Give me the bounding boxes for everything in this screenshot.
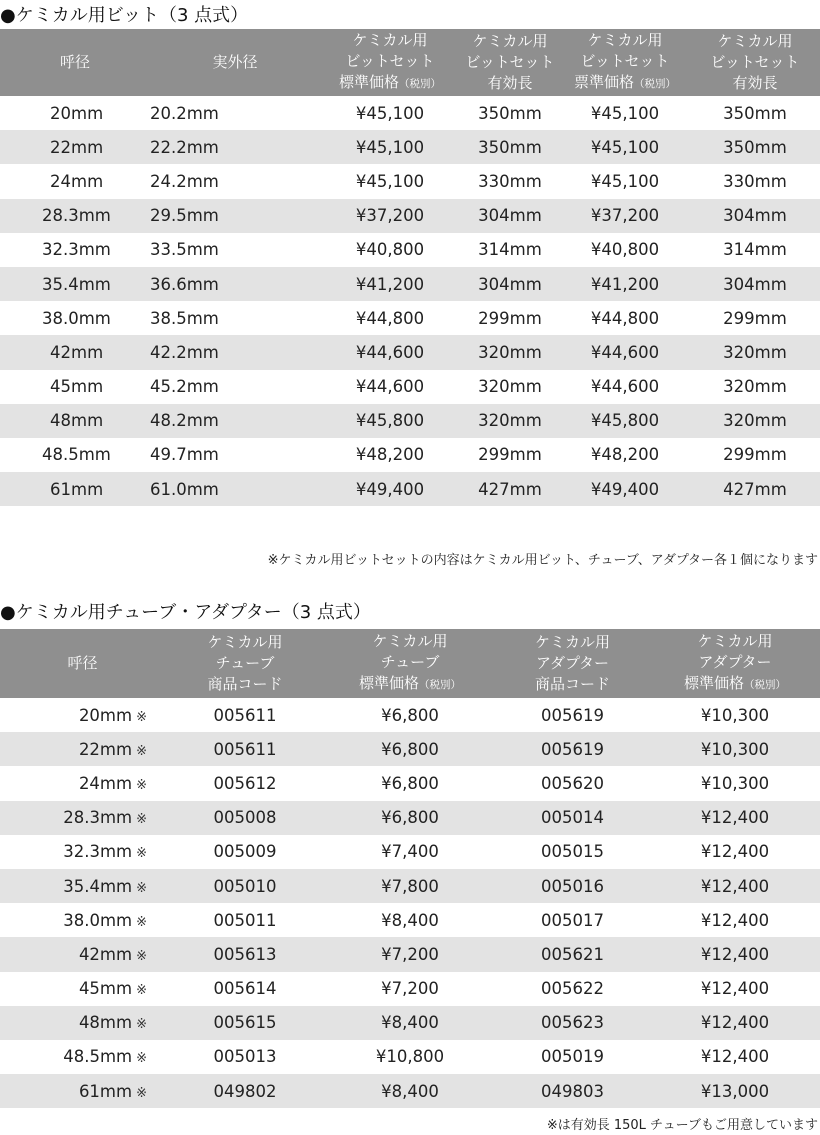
- adapter-price-cell: ¥12,400: [650, 1006, 820, 1040]
- adapter-price-cell: ¥10,300: [650, 732, 820, 766]
- bit-set-note: ※ケミカル用ビットセットの内容はケミカル用ビット、チューブ、アダプター各１個になります: [267, 553, 818, 568]
- tube-price-cell: ¥7,400: [381, 842, 439, 862]
- set-price-cell: ¥45,100: [355, 171, 425, 191]
- reference-mark: ※: [136, 948, 147, 964]
- table-row: [0, 801, 820, 835]
- tube-code-cell: 005011: [213, 910, 277, 930]
- set-price-2-cell: ¥44,600: [590, 377, 660, 397]
- table-row: [0, 698, 820, 732]
- adapter-code-cell: 005014: [495, 801, 650, 835]
- adapter-price-cell: ¥12,400: [700, 842, 770, 862]
- set-length-2-cell: 320mm: [723, 377, 787, 397]
- size-cell: 42mm: [0, 335, 150, 369]
- table-row: [0, 233, 820, 267]
- tube-price-cell: ¥8,400: [381, 910, 439, 930]
- table-row: [0, 732, 820, 766]
- table-row: [0, 438, 820, 472]
- outer-diameter-cell: 48.2mm: [150, 404, 320, 438]
- table-row: [0, 199, 820, 233]
- set-length-cell: 320mm: [460, 335, 560, 369]
- tube-code-cell: 005615: [165, 1006, 325, 1040]
- tube-code-cell: 005612: [213, 773, 277, 793]
- table-row: [0, 972, 820, 1006]
- reference-mark: ※: [136, 777, 147, 793]
- set-length-cell: 320mm: [478, 377, 542, 397]
- tube-price-cell: ¥7,200: [381, 979, 439, 999]
- table-row: [0, 937, 820, 971]
- size-cell: 48.5mm: [42, 445, 111, 465]
- tube-code-cell: 005611: [213, 705, 277, 725]
- set-price-cell: ¥49,400: [320, 472, 460, 506]
- size-cell: 20mm: [50, 103, 104, 123]
- reference-mark: ※: [136, 812, 147, 828]
- header-set-length: ケミカル用 ビットセット 有効長: [460, 29, 560, 96]
- outer-diameter-cell: 38.5mm: [150, 308, 219, 328]
- set-length-2-cell: 299mm: [723, 308, 787, 328]
- tube-price-cell: ¥8,400: [325, 1006, 495, 1040]
- table-header-row: [0, 29, 820, 96]
- set-length-2-cell: 320mm: [690, 404, 820, 438]
- table-row: [0, 404, 820, 438]
- table-row: [0, 301, 820, 335]
- table-header-row: [0, 629, 820, 698]
- set-length-cell: 427mm: [460, 472, 560, 506]
- reference-mark: ※: [136, 1017, 147, 1033]
- set-length-cell: 299mm: [478, 308, 542, 328]
- header-adapter-code: ケミカル用 アダプター 商品コード: [495, 629, 650, 698]
- set-price-2-cell: ¥40,800: [590, 240, 660, 260]
- outer-diameter-cell: 36.6mm: [150, 267, 320, 301]
- size-cell: 48mm ※: [0, 1006, 165, 1040]
- size-cell: 38.0mm ※: [63, 910, 147, 930]
- table-row: [0, 903, 820, 937]
- reference-mark: ※: [136, 880, 147, 896]
- set-price-2-cell: ¥37,200: [560, 199, 690, 233]
- chemical-bit-table: [0, 29, 820, 506]
- size-cell: 48mm: [0, 404, 150, 438]
- header-set-price-2: ケミカル用 ビットセット 票準価格（税別）: [560, 29, 690, 96]
- set-price-2-cell: ¥45,800: [560, 404, 690, 438]
- header-tube-price: ケミカル用 チューブ 標準価格（税別）: [325, 629, 495, 698]
- table-row: [0, 335, 820, 369]
- size-cell: 28.3mm: [0, 199, 150, 233]
- adapter-price-cell: ¥10,300: [700, 773, 770, 793]
- header-size: 呼径: [0, 629, 165, 698]
- set-length-2-cell: 350mm: [690, 130, 820, 164]
- size-cell: 38.0mm: [42, 308, 111, 328]
- size-cell: 61mm ※: [0, 1074, 165, 1108]
- adapter-code-cell: 005622: [541, 979, 604, 999]
- outer-diameter-cell: 20.2mm: [150, 103, 219, 123]
- size-cell: 20mm ※: [78, 705, 147, 725]
- adapter-price-cell: ¥12,400: [700, 979, 770, 999]
- outer-diameter-cell: 22.2mm: [150, 130, 320, 164]
- set-price-2-cell: ¥48,200: [590, 445, 660, 465]
- adapter-code-cell: 005019: [541, 1047, 604, 1067]
- set-length-2-cell: 427mm: [690, 472, 820, 506]
- adapter-code-cell: 049803: [495, 1074, 650, 1108]
- set-length-2-cell: 330mm: [723, 171, 787, 191]
- tube-price-cell: ¥6,800: [381, 705, 439, 725]
- reference-mark: ※: [136, 846, 147, 862]
- set-price-2-cell: ¥41,200: [560, 267, 690, 301]
- adapter-price-cell: ¥12,400: [650, 801, 820, 835]
- set-price-cell: ¥44,800: [355, 308, 425, 328]
- header-outer-diameter: 実外径: [150, 29, 320, 96]
- size-cell: 45mm: [50, 377, 104, 397]
- set-length-2-cell: 304mm: [690, 199, 820, 233]
- tube-length-note: ※は有効長 150L チューブもご用意しています: [546, 1118, 818, 1133]
- tube-code-cell: 005010: [165, 869, 325, 903]
- adapter-code-cell: 005015: [541, 842, 604, 862]
- reference-mark: ※: [136, 709, 147, 725]
- set-price-2-cell: ¥45,100: [560, 130, 690, 164]
- table-row: [0, 472, 820, 506]
- outer-diameter-cell: 49.7mm: [150, 445, 219, 465]
- bit-table-title: ●ケミカル用ビット（3 点式）: [0, 5, 249, 26]
- size-cell: 24mm: [50, 171, 104, 191]
- adapter-price-cell: ¥12,400: [650, 869, 820, 903]
- set-price-cell: ¥45,800: [320, 404, 460, 438]
- set-price-cell: ¥45,100: [320, 130, 460, 164]
- adapter-code-cell: 005017: [541, 910, 604, 930]
- tube-code-cell: 005013: [213, 1047, 277, 1067]
- tube-price-cell: ¥6,800: [381, 773, 439, 793]
- size-cell: 35.4mm ※: [0, 869, 165, 903]
- tube-adapter-table-title: ●ケミカル用チューブ・アダプター（3 点式）: [0, 602, 371, 623]
- adapter-price-cell: ¥12,400: [700, 910, 770, 930]
- tube-price-cell: ¥7,200: [325, 937, 495, 971]
- set-length-cell: 350mm: [460, 130, 560, 164]
- set-length-cell: 304mm: [460, 267, 560, 301]
- set-price-2-cell: ¥44,600: [560, 335, 690, 369]
- adapter-price-cell: ¥12,400: [700, 1047, 770, 1067]
- tube-price-cell: ¥6,800: [325, 732, 495, 766]
- tube-price-cell: ¥8,400: [325, 1074, 495, 1108]
- adapter-code-cell: 005621: [495, 937, 650, 971]
- adapter-price-cell: ¥12,400: [650, 937, 820, 971]
- table-row: [0, 130, 820, 164]
- set-length-cell: 304mm: [460, 199, 560, 233]
- set-length-cell: 299mm: [478, 445, 542, 465]
- header-size: 呼径: [0, 29, 150, 96]
- set-length-2-cell: 314mm: [723, 240, 787, 260]
- size-cell: 42mm ※: [0, 937, 165, 971]
- adapter-code-cell: 005619: [541, 705, 604, 725]
- adapter-code-cell: 005620: [541, 773, 604, 793]
- adapter-price-cell: ¥13,000: [650, 1074, 820, 1108]
- table-row: [0, 835, 820, 869]
- tube-code-cell: 049802: [165, 1074, 325, 1108]
- reference-mark: ※: [136, 743, 147, 759]
- adapter-price-cell: ¥10,300: [700, 705, 770, 725]
- outer-diameter-cell: 61.0mm: [150, 472, 320, 506]
- size-cell: 24mm ※: [78, 773, 147, 793]
- table-row: [0, 267, 820, 301]
- set-price-cell: ¥37,200: [320, 199, 460, 233]
- tube-code-cell: 005614: [213, 979, 277, 999]
- set-price-2-cell: ¥44,800: [590, 308, 660, 328]
- header-set-length-2: ケミカル用 ビットセット 有効長: [690, 29, 820, 96]
- set-length-2-cell: 304mm: [690, 267, 820, 301]
- chemical-tube-adapter-table: [0, 629, 820, 1108]
- header-set-price: ケミカル用 ビットセット 標準価格（税別）: [320, 29, 460, 96]
- header-adapter-price: ケミカル用 アダプター 標準価格（税別）: [650, 629, 820, 698]
- set-length-cell: 350mm: [478, 103, 542, 123]
- table-row: [0, 1006, 820, 1040]
- size-cell: 35.4mm: [0, 267, 150, 301]
- set-price-cell: ¥41,200: [320, 267, 460, 301]
- size-cell: 22mm: [0, 130, 150, 164]
- size-cell: 22mm ※: [0, 732, 165, 766]
- tube-code-cell: 005613: [165, 937, 325, 971]
- table-row: [0, 164, 820, 198]
- size-cell: 48.5mm ※: [63, 1047, 147, 1067]
- set-length-cell: 314mm: [478, 240, 542, 260]
- header-tube-code: ケミカル用 チューブ 商品コード: [165, 629, 325, 698]
- reference-mark: ※: [136, 1085, 147, 1101]
- outer-diameter-cell: 45.2mm: [150, 377, 219, 397]
- table-row: [0, 1074, 820, 1108]
- adapter-code-cell: 005016: [495, 869, 650, 903]
- table-row: [0, 96, 820, 130]
- tube-price-cell: ¥6,800: [325, 801, 495, 835]
- set-price-cell: ¥48,200: [355, 445, 425, 465]
- size-cell: 45mm ※: [78, 979, 147, 999]
- outer-diameter-cell: 29.5mm: [150, 199, 320, 233]
- outer-diameter-cell: 42.2mm: [150, 335, 320, 369]
- set-length-2-cell: 320mm: [690, 335, 820, 369]
- table-row: [0, 370, 820, 404]
- set-price-2-cell: ¥45,100: [590, 103, 660, 123]
- size-cell: 32.3mm: [42, 240, 111, 260]
- set-length-cell: 330mm: [478, 171, 542, 191]
- size-cell: 32.3mm ※: [63, 842, 147, 862]
- outer-diameter-cell: 24.2mm: [150, 171, 219, 191]
- set-price-cell: ¥45,100: [355, 103, 425, 123]
- reference-mark: ※: [136, 914, 147, 930]
- set-price-cell: ¥44,600: [320, 335, 460, 369]
- set-price-cell: ¥40,800: [355, 240, 425, 260]
- set-length-2-cell: 350mm: [723, 103, 787, 123]
- tube-code-cell: 005009: [213, 842, 277, 862]
- outer-diameter-cell: 33.5mm: [150, 240, 219, 260]
- adapter-code-cell: 005619: [495, 732, 650, 766]
- table-row: [0, 1040, 820, 1074]
- set-price-2-cell: ¥49,400: [560, 472, 690, 506]
- tube-price-cell: ¥10,800: [375, 1047, 445, 1067]
- adapter-code-cell: 005623: [495, 1006, 650, 1040]
- table-row: [0, 869, 820, 903]
- set-length-cell: 320mm: [460, 404, 560, 438]
- set-price-cell: ¥44,600: [355, 377, 425, 397]
- size-cell: 61mm: [0, 472, 150, 506]
- reference-mark: ※: [136, 1051, 147, 1067]
- reference-mark: ※: [136, 983, 147, 999]
- tube-code-cell: 005611: [165, 732, 325, 766]
- set-length-2-cell: 299mm: [723, 445, 787, 465]
- tube-price-cell: ¥7,800: [325, 869, 495, 903]
- tube-code-cell: 005008: [165, 801, 325, 835]
- table-row: [0, 766, 820, 800]
- set-price-2-cell: ¥45,100: [590, 171, 660, 191]
- size-cell: 28.3mm ※: [0, 801, 165, 835]
